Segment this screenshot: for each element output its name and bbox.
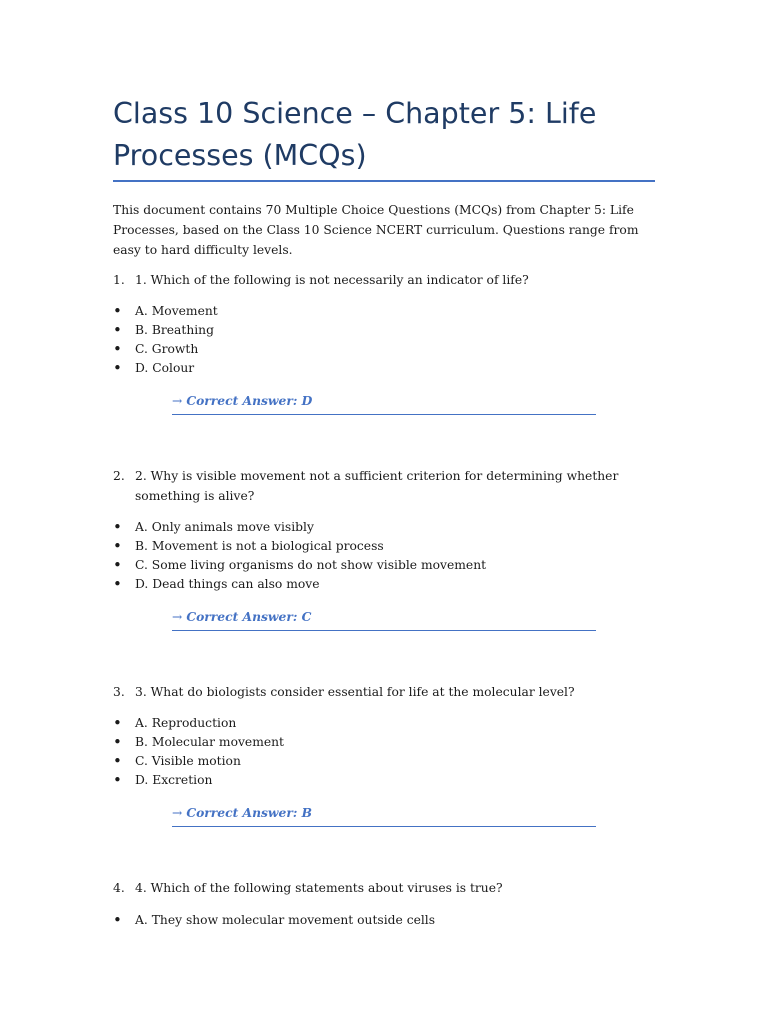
option-text: A. They show molecular movement outside cells — [135, 913, 436, 927]
option-item — [113, 340, 218, 359]
bullet-icon: • — [113, 340, 122, 358]
option-text: C. Visible motion — [135, 754, 241, 768]
bullet-icon: • — [113, 359, 122, 377]
option-text: A. Reproduction — [135, 716, 237, 730]
answer-text: Correct Answer: B — [186, 805, 313, 820]
option-item — [113, 752, 284, 771]
arrow-icon: → — [172, 610, 183, 624]
intro-paragraph: This document contains 70 Multiple Choice Questions (MCQs) from Chapter 5: Life Processes, based on the Class 10 Science NCERT curriculum. Questions range from easy to hard difficulty levels. — [113, 203, 639, 257]
option-item — [113, 714, 284, 733]
bullet-icon: • — [113, 302, 122, 320]
question-number: 4. — [113, 881, 125, 895]
bullet-icon: • — [113, 537, 122, 555]
question-number: 3. — [113, 685, 125, 699]
bullet-icon: • — [113, 733, 122, 751]
correct-answer — [172, 608, 596, 631]
title-divider — [113, 180, 655, 182]
arrow-icon: → — [172, 394, 183, 408]
question-number: 1. — [113, 273, 125, 287]
correct-answer — [172, 804, 596, 827]
option-text: C. Growth — [135, 342, 199, 356]
option-text: A. Only animals move visibly — [135, 520, 314, 534]
question-text: 2. Why is visible movement not a sufficient criterion for determining whether something is alive? — [135, 469, 619, 503]
option-text: D. Excretion — [135, 773, 213, 787]
option-item — [113, 302, 218, 321]
bullet-icon: • — [113, 911, 122, 929]
options-list — [113, 302, 218, 378]
answer-text: Correct Answer: D — [186, 393, 313, 408]
bullet-icon: • — [113, 752, 122, 770]
document-title: Class 10 Science – Chapter 5: Life Processes (MCQs) — [113, 97, 597, 172]
bullet-icon: • — [113, 321, 122, 339]
arrow-icon: → — [172, 806, 183, 820]
options-list — [113, 911, 435, 930]
option-item — [113, 321, 218, 340]
question-text: 4. Which of the following statements about viruses is true? — [135, 881, 503, 895]
option-item — [113, 537, 486, 556]
option-text: D. Dead things can also move — [135, 577, 320, 591]
option-item — [113, 911, 435, 930]
question-text: 1. Which of the following is not necessarily an indicator of life? — [135, 273, 529, 287]
question-text: 3. What do biologists consider essential for life at the molecular level? — [135, 685, 575, 699]
bullet-icon: • — [113, 575, 122, 593]
answer-text: Correct Answer: C — [186, 609, 312, 624]
correct-answer — [172, 392, 596, 415]
option-item — [113, 518, 486, 537]
option-text: B. Movement is not a biological process — [135, 539, 384, 553]
option-item — [113, 733, 284, 752]
options-list — [113, 714, 284, 790]
option-item — [113, 771, 284, 790]
option-text: A. Movement — [135, 304, 218, 318]
option-item — [113, 575, 486, 594]
bullet-icon: • — [113, 518, 122, 536]
option-item — [113, 556, 486, 575]
option-text: D. Colour — [135, 361, 195, 375]
option-text: B. Breathing — [135, 323, 214, 337]
question-number: 2. — [113, 469, 125, 483]
option-text: B. Molecular movement — [135, 735, 285, 749]
bullet-icon: • — [113, 714, 122, 732]
options-list — [113, 518, 486, 594]
bullet-icon: • — [113, 771, 122, 789]
option-item — [113, 359, 218, 378]
option-text: C. Some living organisms do not show visible movement — [135, 558, 487, 572]
bullet-icon: • — [113, 556, 122, 574]
